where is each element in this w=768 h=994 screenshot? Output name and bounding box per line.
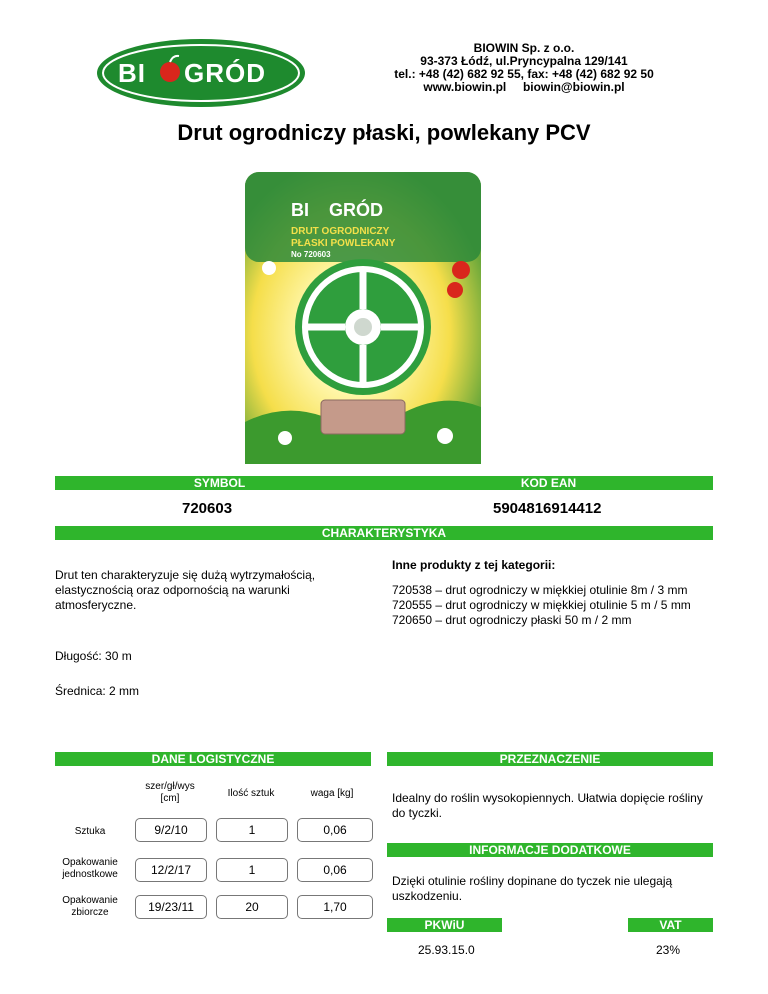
logistics-row-label: Sztuka [74, 826, 106, 837]
package-code: No 720603 [291, 250, 331, 259]
logo-text-right: GRÓD [184, 58, 266, 88]
related-item: 720555 – drut ogrodniczy w miękkiej otulinie 5 m / 5 mm [392, 598, 691, 612]
logistics-cell-weight: 1,70 [297, 895, 373, 919]
pkwiu-header: PKWiU [387, 918, 502, 932]
purpose-header: PRZEZNACZENIE [387, 752, 713, 766]
logistics-cell-dims: 12/2/17 [135, 858, 207, 882]
logistics-cell-dims: 9/2/10 [135, 818, 207, 842]
vat-value: 23% [656, 943, 681, 957]
package-brand-left: BI [291, 200, 309, 220]
biogrod-logo [96, 38, 306, 108]
related-item: 720538 – drut ogrodniczy w miękkiej otulinie 8m / 3 mm [392, 583, 688, 597]
logistics-cell-weight: 0,06 [297, 858, 373, 882]
company-email[interactable]: biowin@biowin.pl [522, 80, 625, 94]
package-line2: PŁASKI POWLEKANY [291, 238, 396, 249]
characteristics-header: CHARAKTERYSTYKA [55, 526, 713, 540]
logo-text-left: BI [118, 58, 146, 88]
logistics-row-label: Opakowanie zbiorcze [62, 895, 118, 918]
company-web[interactable]: www.biowin.pl [423, 80, 507, 94]
package-brand-right: GRÓD [329, 200, 383, 220]
logistics-header: DANE LOGISTYCZNE [55, 752, 371, 766]
company-address: 93-373 Łódź, ul.Pryncypalna 129/141 [420, 54, 628, 68]
package-line1: DRUT OGRODNICZY [291, 226, 390, 237]
logistics-cell-qty: 1 [216, 858, 288, 882]
ean-header: KOD EAN [384, 476, 713, 490]
company-phone: tel.: +48 (42) 682 92 55, fax: +48 (42) 682 92 50 [394, 67, 654, 81]
related-list [392, 583, 691, 628]
symbol-value: 720603 [182, 500, 233, 517]
characteristics-description: Drut ten charakteryzuje się dużą wytrzymałością, elastycznością oraz odpornością na warunki atmosferyczne. [55, 568, 316, 612]
related-title: Inne produkty z tej kategorii: [392, 558, 556, 572]
product-image [245, 172, 481, 464]
pkwiu-value: 25.93.15.0 [418, 943, 475, 957]
logistics-cell-weight: 0,06 [297, 818, 373, 842]
additional-text: Dzięki otulinie rośliny dopinane do tyczek nie ulegają uszkodzeniu. [392, 874, 673, 903]
company-name: BIOWIN Sp. z o.o. [473, 41, 575, 55]
logistics-row-label: Opakowanie jednostkowe [62, 857, 118, 880]
logistics-cell-qty: 1 [216, 818, 288, 842]
ean-value: 5904816914412 [493, 500, 602, 517]
characteristics-diameter: Średnica: 2 mm [55, 684, 140, 698]
vat-header: VAT [628, 918, 713, 932]
company-info [340, 42, 708, 94]
related-item: 720650 – drut ogrodniczy płaski 50 m / 2 mm [392, 613, 632, 627]
logistics-cell-dims: 19/23/11 [135, 895, 207, 919]
purpose-text: Idealny do roślin wysokopiennych. Ułatwia dopięcie rośliny do tyczki. [392, 791, 703, 820]
symbol-header: SYMBOL [55, 476, 384, 490]
logistics-cell-qty: 20 [216, 895, 288, 919]
company-web-email [340, 81, 708, 94]
logistics-col-dims: szer/gł/wys [cm] [145, 781, 195, 804]
additional-header: INFORMACJE DODATKOWE [387, 843, 713, 857]
characteristics-length: Długość: 30 m [55, 649, 132, 663]
logistics-col-qty: Ilość sztuk [227, 788, 275, 799]
logistics-col-weight: waga [kg] [310, 788, 354, 799]
page-title: Drut ogrodniczy płaski, powlekany PCV [177, 120, 591, 145]
